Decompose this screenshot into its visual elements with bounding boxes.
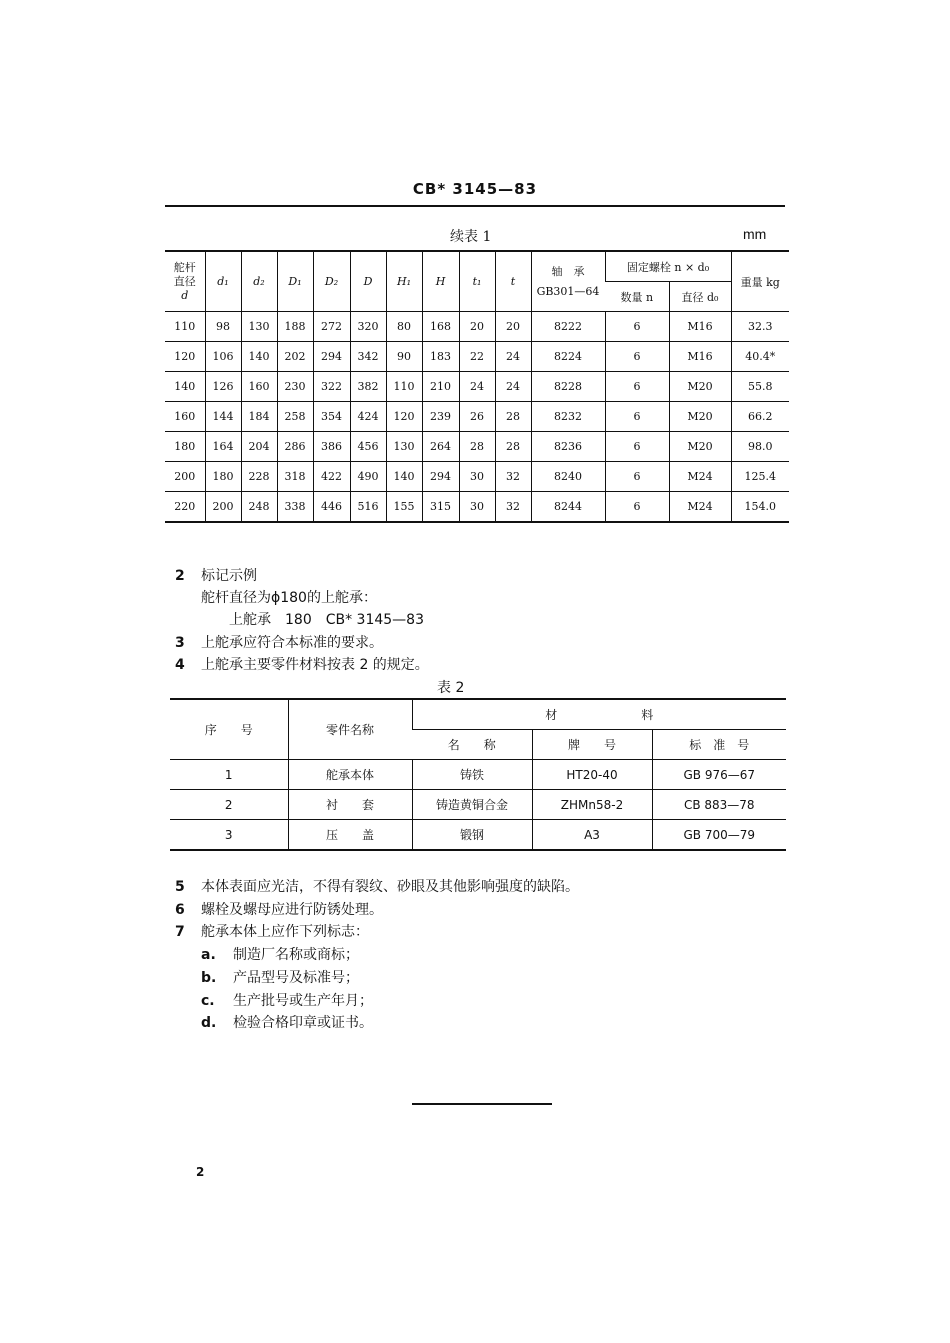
table-cell: 98.0 [731, 432, 789, 462]
table-cell: 220 [165, 492, 205, 523]
table-cell: 55.8 [731, 372, 789, 402]
table-cell: 8240 [531, 462, 605, 492]
section-7 [175, 921, 369, 941]
list-item-text: 检验合格印章或证书。 [233, 1015, 373, 1031]
table2-materials [170, 698, 786, 851]
table-cell: 8228 [531, 372, 605, 402]
table-cell: 6 [605, 462, 669, 492]
page-number: 2 [196, 1165, 205, 1179]
table-cell: 6 [605, 402, 669, 432]
table-cell: 30 [459, 492, 495, 523]
header-rudder-line1: 舵杆 [173, 260, 196, 274]
header-grade: 牌 号 [532, 730, 652, 760]
document-code-header: CB* 3145—83 [412, 180, 538, 198]
table-cell: 144 [205, 402, 241, 432]
header-rudder-diameter [165, 251, 205, 312]
table-cell: 258 [277, 402, 313, 432]
section-3 [175, 632, 383, 652]
table-cell: 24 [459, 372, 495, 402]
table-cell: 160 [241, 372, 277, 402]
header-bolt-dia: 直径 d₀ [669, 282, 731, 312]
list-item-label: a. [201, 947, 216, 963]
header-rudder-line2: 直径 [173, 274, 196, 288]
table-cell: 239 [422, 402, 459, 432]
list-item-text: 制造厂名称或商标； [233, 947, 359, 963]
table-cell: 6 [605, 372, 669, 402]
header-H: H [422, 251, 459, 312]
header-D: D [350, 251, 386, 312]
table-cell: 32 [495, 462, 531, 492]
table2-header-row [170, 699, 786, 730]
header-bearing [531, 251, 605, 312]
section-3-text: 上舵承应符合本标准的要求。 [201, 635, 383, 651]
table-row [170, 820, 786, 851]
list-item-text: 产品型号及标准号； [233, 970, 359, 986]
table-cell: 铸铁 [412, 760, 532, 790]
table-cell: 322 [313, 372, 350, 402]
table-cell: 28 [495, 402, 531, 432]
table-cell: 2 [170, 790, 288, 820]
table-cell: 202 [277, 342, 313, 372]
table-cell: HT20-40 [532, 760, 652, 790]
header-D1: D₁ [277, 251, 313, 312]
table-cell: 8222 [531, 312, 605, 342]
section-6-number: 6 [175, 902, 185, 918]
table-cell: 160 [165, 402, 205, 432]
table-cell: 490 [350, 462, 386, 492]
table-cell: M20 [669, 372, 731, 402]
table-cell: 28 [495, 432, 531, 462]
table-cell: 66.2 [731, 402, 789, 432]
table-cell: 140 [386, 462, 422, 492]
list-item [201, 990, 373, 1010]
list-item-label: b. [201, 970, 217, 986]
section-4-number: 4 [175, 657, 185, 673]
table-cell: 8244 [531, 492, 605, 523]
table-cell: 120 [386, 402, 422, 432]
header-bearing-line2: GB301—64 [536, 284, 600, 298]
list-item [201, 944, 359, 964]
header-standard: 标 准 号 [652, 730, 786, 760]
table-cell: 8224 [531, 342, 605, 372]
section-6-text: 螺栓及螺母应进行防锈处理。 [201, 902, 383, 918]
table-cell: 32 [495, 492, 531, 523]
section-5-number: 5 [175, 879, 185, 895]
table-cell: 168 [422, 312, 459, 342]
list-item [201, 967, 359, 987]
table-cell: 106 [205, 342, 241, 372]
section-6 [175, 899, 383, 919]
table-cell: 382 [350, 372, 386, 402]
table-cell: 8232 [531, 402, 605, 432]
table-cell: 8236 [531, 432, 605, 462]
table-cell: 130 [386, 432, 422, 462]
header-seq: 序 号 [204, 723, 253, 737]
table-cell: 90 [386, 342, 422, 372]
list-item-text: 生产批号或生产年月； [233, 993, 373, 1009]
table2-caption: 表 2 [437, 680, 465, 696]
table-cell: 6 [605, 492, 669, 523]
section-7-number: 7 [175, 924, 185, 940]
table-cell: 3 [170, 820, 288, 851]
table-cell: 22 [459, 342, 495, 372]
table-cell: 264 [422, 432, 459, 462]
table-cell: 20 [459, 312, 495, 342]
section-5 [175, 876, 579, 896]
table-cell: 140 [241, 342, 277, 372]
header-bearing-line1: 轴 承 [551, 264, 585, 278]
header-bolt-group: 固定螺栓 n × d₀ [605, 251, 731, 282]
table-cell: 154.0 [731, 492, 789, 523]
table-cell: 315 [422, 492, 459, 523]
table-cell: 1 [170, 760, 288, 790]
table-cell: 200 [165, 462, 205, 492]
table-cell: M24 [669, 462, 731, 492]
section-2-title: 标记示例 [201, 568, 257, 584]
header-rudder-line3: d [181, 288, 189, 302]
table-cell: 40.4* [731, 342, 789, 372]
table-cell: 30 [459, 462, 495, 492]
table-cell: 6 [605, 342, 669, 372]
header-material: 材 料 [412, 699, 786, 730]
table1-unit: mm [743, 226, 767, 242]
table-cell: 200 [205, 492, 241, 523]
table-cell: 294 [313, 342, 350, 372]
table-cell: 98 [205, 312, 241, 342]
table-cell: 126 [205, 372, 241, 402]
table-cell: 衬 套 [288, 790, 412, 820]
table-cell: 188 [277, 312, 313, 342]
section-3-number: 3 [175, 635, 185, 651]
table-cell: 230 [277, 372, 313, 402]
table-cell: 446 [313, 492, 350, 523]
table-cell: 24 [495, 342, 531, 372]
table-cell: 155 [386, 492, 422, 523]
table-cell: 120 [165, 342, 205, 372]
table-cell: 516 [350, 492, 386, 523]
table-cell: 26 [459, 402, 495, 432]
table-cell: 6 [605, 432, 669, 462]
table-cell: 422 [313, 462, 350, 492]
section-5-text: 本体表面应光洁，不得有裂纹、砂眼及其他影响强度的缺陷。 [201, 879, 579, 895]
table-cell: 456 [350, 432, 386, 462]
header-t: t [495, 251, 531, 312]
table-cell: 110 [165, 312, 205, 342]
table-cell: M20 [669, 402, 731, 432]
table-cell: 424 [350, 402, 386, 432]
header-t1: t₁ [459, 251, 495, 312]
table-cell: 180 [165, 432, 205, 462]
table-cell: 180 [205, 462, 241, 492]
table-cell: ZHMn58-2 [532, 790, 652, 820]
end-rule [412, 1103, 552, 1105]
table-cell: GB 976—67 [652, 760, 786, 790]
section-4 [175, 654, 429, 674]
table-cell: 铸造黄铜合金 [412, 790, 532, 820]
table-cell: 130 [241, 312, 277, 342]
table-cell: 210 [422, 372, 459, 402]
table-cell: 28 [459, 432, 495, 462]
table-cell: 320 [350, 312, 386, 342]
table-row [165, 462, 789, 492]
list-item-label: d. [201, 1015, 217, 1031]
section-7-text: 舵承本体上应作下列标志： [201, 924, 369, 940]
header-d2: d₂ [241, 251, 277, 312]
section-2-number: 2 [175, 568, 185, 584]
table-cell: 164 [205, 432, 241, 462]
section-4-text: 上舵承主要零件材料按表 2 的规定。 [201, 657, 429, 673]
table-cell: 125.4 [731, 462, 789, 492]
table1-body [165, 312, 789, 523]
header-D2: D₂ [313, 251, 350, 312]
table-cell: 286 [277, 432, 313, 462]
table-cell: 386 [313, 432, 350, 462]
table-cell: 338 [277, 492, 313, 523]
table-cell: 压 盖 [288, 820, 412, 851]
table1-header-row [165, 251, 789, 282]
table-cell: M20 [669, 432, 731, 462]
header-d1: d₁ [205, 251, 241, 312]
list-item-label: c. [201, 993, 215, 1009]
header-weight: 重量 kg [731, 251, 789, 312]
table-cell: M16 [669, 342, 731, 372]
table-cell: 354 [313, 402, 350, 432]
table-cell: CB 883—78 [652, 790, 786, 820]
table-row [165, 312, 789, 342]
table-cell: 80 [386, 312, 422, 342]
table-cell: 248 [241, 492, 277, 523]
table-row [165, 432, 789, 462]
table-cell: GB 700—79 [652, 820, 786, 851]
table-cell: M16 [669, 312, 731, 342]
list-item [201, 1012, 373, 1032]
table-cell: 20 [495, 312, 531, 342]
table-cell: 342 [350, 342, 386, 372]
table-cell: 272 [313, 312, 350, 342]
section-2-line1: 舵杆直径为ϕ180的上舵承： [201, 590, 377, 606]
table-cell: 110 [386, 372, 422, 402]
table-cell: 舵承本体 [288, 760, 412, 790]
table-row [165, 402, 789, 432]
table-row [170, 790, 786, 820]
table-cell: A3 [532, 820, 652, 851]
table1-dimensions [165, 250, 789, 523]
table-cell: 6 [605, 312, 669, 342]
table1-caption: 续表 1 [450, 229, 492, 245]
table-row [165, 372, 789, 402]
table-cell: 294 [422, 462, 459, 492]
header-bolt-count: 数量 n [605, 282, 669, 312]
table-cell: 32.3 [731, 312, 789, 342]
table-cell: 228 [241, 462, 277, 492]
table-row [165, 342, 789, 372]
table-cell: 锻钢 [412, 820, 532, 851]
table-row [170, 760, 786, 790]
table-cell: 183 [422, 342, 459, 372]
section-2-line2: 上舵承 180 CB* 3145—83 [229, 612, 424, 628]
header-part-name: 零件名称 [288, 699, 412, 760]
table-cell: 184 [241, 402, 277, 432]
table-cell: M24 [669, 492, 731, 523]
table-row [165, 492, 789, 523]
header-rule [165, 205, 785, 207]
table-cell: 318 [277, 462, 313, 492]
table-cell: 140 [165, 372, 205, 402]
table-cell: 204 [241, 432, 277, 462]
table2-body [170, 760, 786, 851]
section-2-heading [175, 565, 257, 585]
header-mat-name: 名 称 [412, 730, 532, 760]
header-H1: H₁ [386, 251, 422, 312]
table-cell: 24 [495, 372, 531, 402]
